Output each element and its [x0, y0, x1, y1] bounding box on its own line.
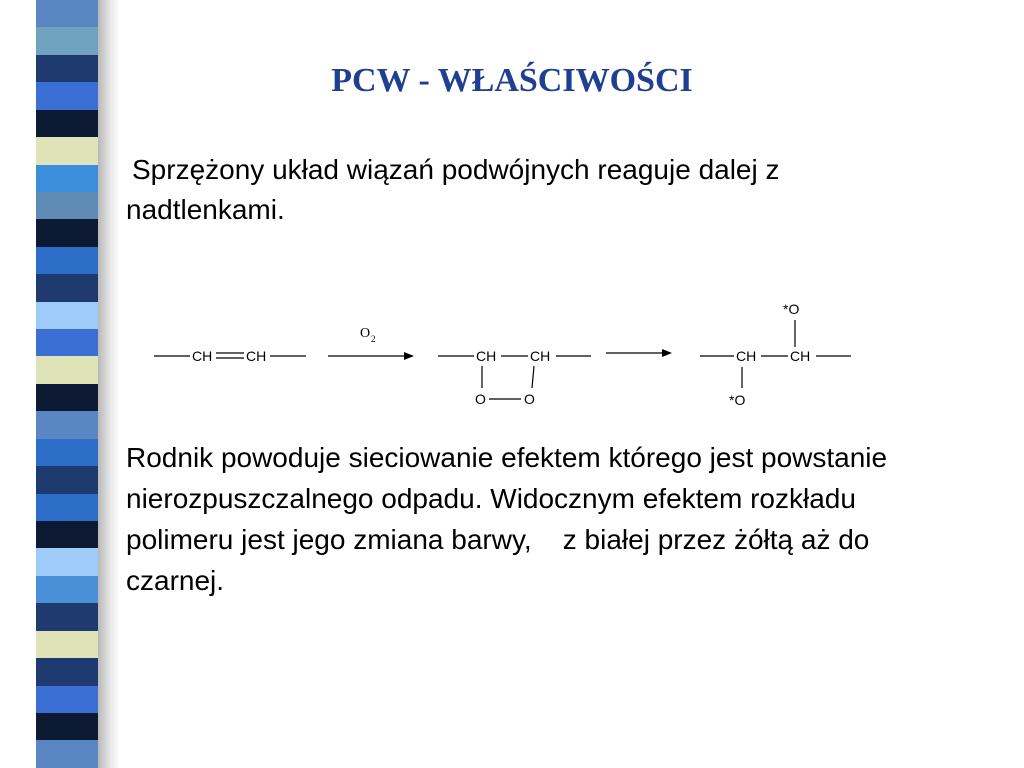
arrow-head-icon — [662, 349, 672, 357]
product — [700, 301, 851, 408]
stripe-segment — [36, 521, 98, 548]
stripe-segment — [36, 0, 98, 27]
stripe-segment — [36, 713, 98, 740]
stripe-segment — [36, 603, 98, 630]
stripe-segment — [36, 329, 98, 356]
stripe-segment — [36, 494, 98, 521]
decorative-stripe — [36, 0, 98, 768]
product-radical-bottom: *O — [729, 392, 746, 408]
stripe-segment — [36, 302, 98, 329]
stripe-segment — [36, 27, 98, 54]
arrow-head-icon — [404, 352, 414, 360]
stripe-segment — [36, 576, 98, 603]
stripe-segment — [36, 165, 98, 192]
stripe-segment — [36, 439, 98, 466]
bond-line — [532, 366, 534, 388]
stripe-shadow — [98, 0, 120, 768]
reaction-scheme — [140, 290, 880, 420]
stripe-segment — [36, 192, 98, 219]
stripe-segment — [36, 356, 98, 383]
body-paragraph: Rodnik powoduje sieciowanie efektem którego jest powstanie nierozpuszczalnego odpadu. Widocznym efektem rozkładu polimeru jest jego zmiana barwy, z białej przez żółtą aż do czarnej. — [126, 442, 895, 596]
intermediate-o-left: O — [475, 391, 486, 407]
reagent-subscript: 2 — [371, 334, 376, 344]
reactant — [154, 348, 306, 364]
product-ch-right: CH — [790, 348, 811, 364]
stripe-segment — [36, 137, 98, 164]
reactant-ch-right: CH — [246, 348, 267, 364]
stripe-segment — [36, 110, 98, 137]
stripe-segment — [36, 247, 98, 274]
intermediate — [438, 348, 591, 407]
reactant-ch-left: CH — [192, 348, 213, 364]
stripe-segment — [36, 219, 98, 246]
stripe-segment — [36, 631, 98, 658]
intro-paragraph: Sprzężony układ wiązań podwójnych reaguje dalej z nadtlenkami. — [126, 154, 780, 225]
stripe-segment — [36, 740, 98, 767]
stripe-segment — [36, 384, 98, 411]
intermediate-ch-right: CH — [530, 348, 551, 364]
stripe-segment — [36, 411, 98, 438]
reaction-arrow — [606, 349, 672, 357]
intermediate-o-right: O — [524, 391, 535, 407]
stripe-segment — [36, 548, 98, 575]
intermediate-ch-left: CH — [476, 348, 497, 364]
reaction-arrow-o2 — [328, 326, 414, 360]
slide-title: PCW - WŁAŚCIWOŚCI — [331, 62, 693, 99]
product-radical-top: *O — [783, 301, 800, 317]
stripe-segment — [36, 658, 98, 685]
product-ch-left: CH — [736, 348, 757, 364]
reagent-o: O — [360, 326, 371, 341]
stripe-segment — [36, 274, 98, 301]
stripe-segment — [36, 466, 98, 493]
stripe-segment — [36, 686, 98, 713]
